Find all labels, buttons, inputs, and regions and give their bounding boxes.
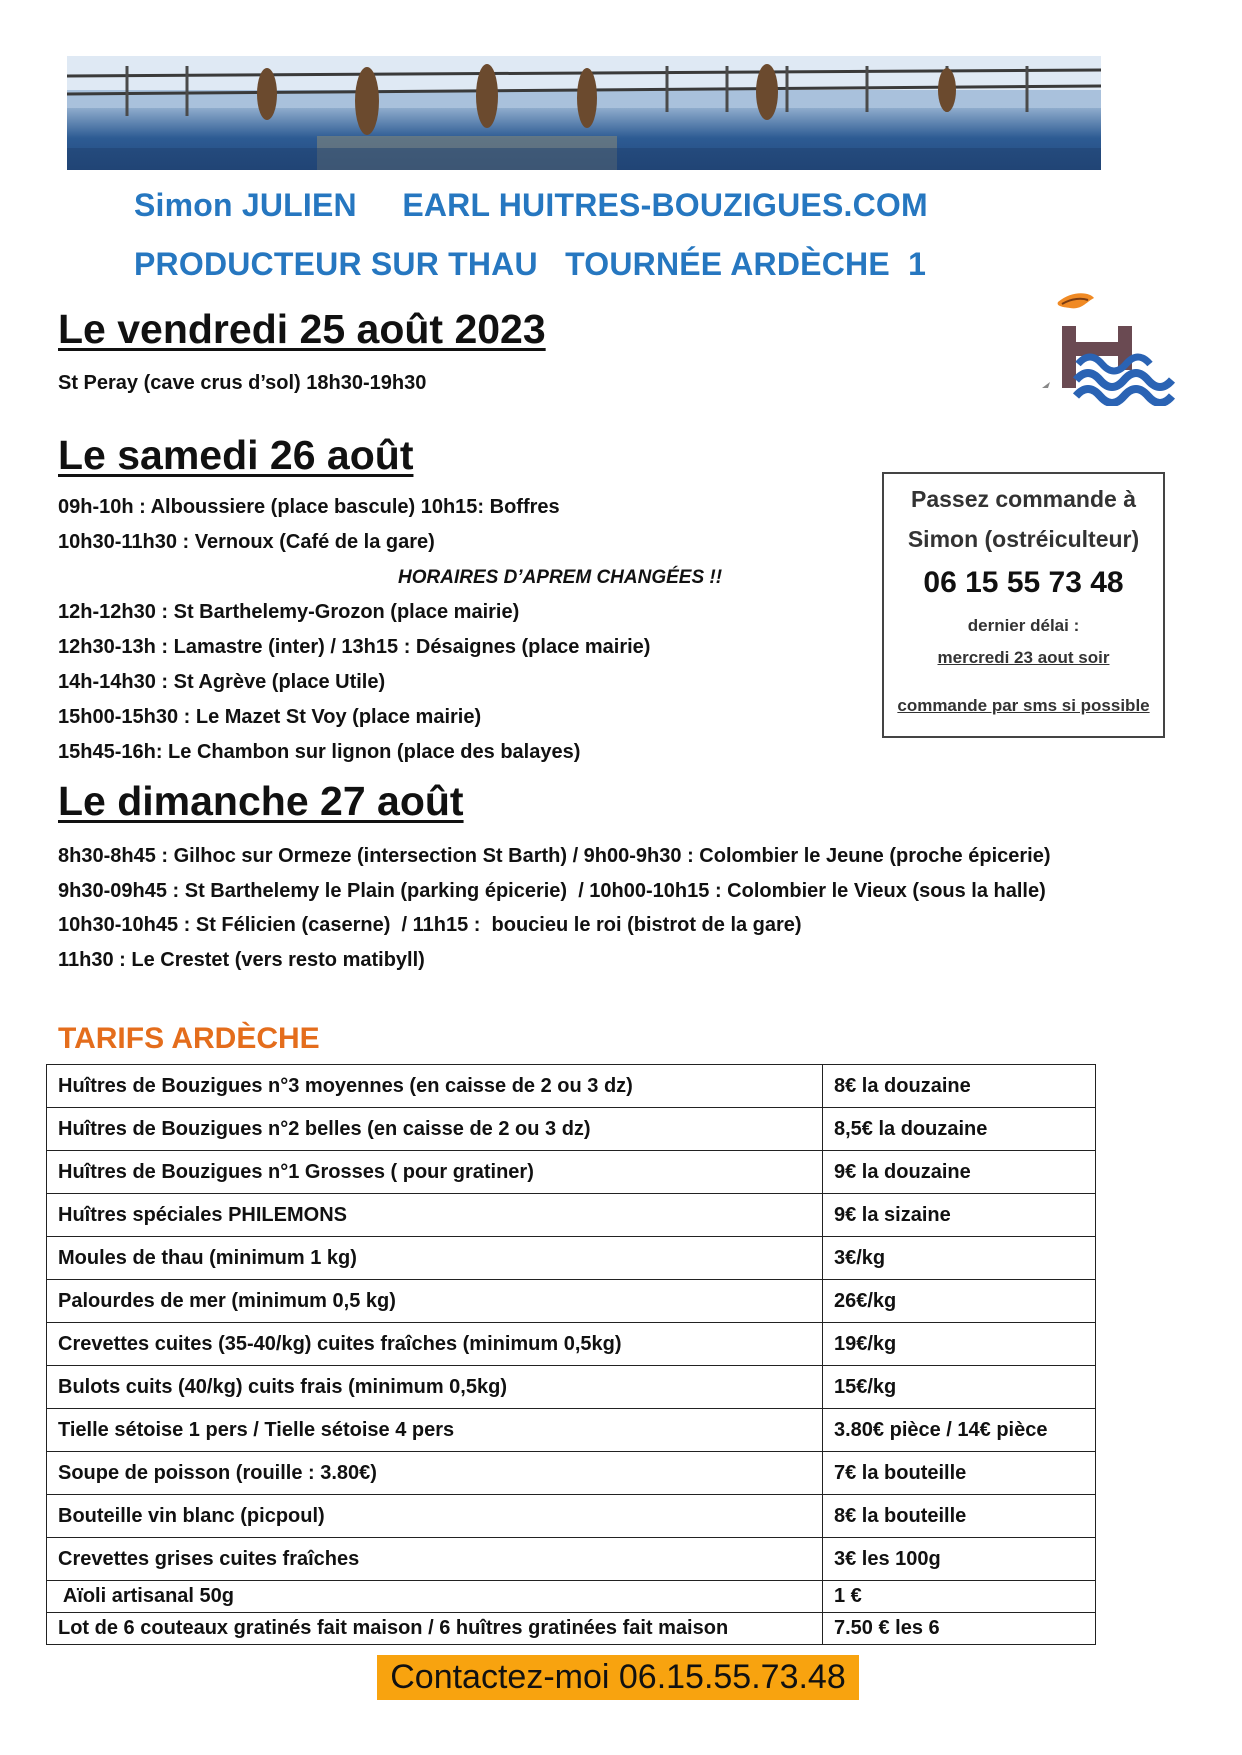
header-subtitle: PRODUCTEUR SUR THAU TOURNÉE ARDÈCHE 1 [134, 246, 927, 282]
price-cell: 19€/kg [823, 1323, 1096, 1366]
item-cell: Crevettes cuites (35-40/kg) cuites fraîches (minimum 0,5kg) [47, 1323, 823, 1366]
price-cell: 8€ la bouteille [823, 1495, 1096, 1538]
price-cell: 3€/kg [823, 1237, 1096, 1280]
sunday-title: Le dimanche 27 août [58, 778, 464, 824]
price-cell: 1 € [823, 1581, 1096, 1613]
price-cell: 7.50 € les 6 [823, 1613, 1096, 1645]
company-logo [1038, 288, 1178, 411]
price-cell: 9€ la sizaine [823, 1194, 1096, 1237]
item-cell: Huîtres de Bouzigues n°1 Grosses ( pour gratiner) [47, 1151, 823, 1194]
table-row [47, 1581, 1096, 1613]
item-cell: Tielle sétoise 1 pers / Tielle sétoise 4 pers [47, 1409, 823, 1452]
item-cell: Lot de 6 couteaux gratinés fait maison / 6 huîtres gratinées fait maison [47, 1613, 823, 1645]
table-row [47, 1613, 1096, 1645]
item-cell: Huîtres de Bouzigues n°3 moyennes (en caisse de 2 ou 3 dz) [47, 1065, 823, 1108]
saturday-stop: 09h-10h : Alboussiere (place bascule) 10h15: Boffres [58, 496, 560, 518]
order-info-box [882, 472, 1165, 738]
sunday-stop: 8h30-8h45 : Gilhoc sur Ormeze (intersection St Barth) / 9h00-9h30 : Colombier le Jeune (proche épicerie) [58, 845, 1051, 867]
order-line-2: Simon (ostréiculteur) [907, 526, 1140, 552]
table-row [47, 1409, 1096, 1452]
table-row [47, 1538, 1096, 1581]
saturday-title: Le samedi 26 août [58, 432, 414, 478]
price-cell: 9€ la douzaine [823, 1151, 1096, 1194]
table-row [47, 1280, 1096, 1323]
saturday-stop: 10h30-11h30 : Vernoux (Café de la gare) [58, 531, 435, 553]
table-row [47, 1065, 1096, 1108]
table-row [47, 1366, 1096, 1409]
friday-title: Le vendredi 25 août 2023 [58, 306, 546, 352]
sunday-stop: 10h30-10h45 : St Félicien (caserne) / 11h15 : boucieu le roi (bistrot de la gare) [58, 914, 802, 936]
saturday-stop: 12h-12h30 : St Barthelemy-Grozon (place mairie) [58, 601, 520, 623]
friday-stop: St Peray (cave crus d’sol) 18h30-19h30 [58, 372, 427, 394]
deadline-label: dernier délai : [967, 616, 1080, 635]
saturday-stop: 14h-14h30 : St Agrève (place Utile) [58, 671, 386, 693]
item-cell: Palourdes de mer (minimum 0,5 kg) [47, 1280, 823, 1323]
table-row [47, 1151, 1096, 1194]
order-phone: 06 15 55 73 48 [923, 566, 1124, 599]
item-cell: Crevettes grises cuites fraîches [47, 1538, 823, 1581]
saturday-stop: 15h45-16h: Le Chambon sur lignon (place des balayes) [58, 741, 581, 763]
deadline-date: mercredi 23 aout soir [937, 648, 1110, 667]
item-cell: Bouteille vin blanc (picpoul) [47, 1495, 823, 1538]
saturday-afternoon-note: HORAIRES D’APREM CHANGÉES !! [398, 567, 723, 588]
sunday-stop: 11h30 : Le Crestet (vers resto matibyll) [58, 949, 425, 971]
item-cell: Soupe de poisson (rouille : 3.80€) [47, 1452, 823, 1495]
sunday-stop: 9h30-09h45 : St Barthelemy le Plain (parking épicerie) / 10h00-10h15 : Colombier le Vieux (sous la halle) [58, 880, 1046, 902]
header-title: Simon JULIEN EARL HUITRES-BOUZIGUES.COM [134, 187, 928, 223]
price-cell: 3.80€ pièce / 14€ pièce [823, 1409, 1096, 1452]
saturday-stop: 12h30-13h : Lamastre (inter) / 13h15 : Désaignes (place mairie) [58, 636, 651, 658]
item-cell: Aïoli artisanal 50g [47, 1581, 823, 1613]
price-cell: 8€ la douzaine [823, 1065, 1096, 1108]
item-cell: Bulots cuits (40/kg) cuits frais (minimum 0,5kg) [47, 1366, 823, 1409]
table-row [47, 1495, 1096, 1538]
price-table [46, 1064, 1096, 1645]
price-cell: 8,5€ la douzaine [823, 1108, 1096, 1151]
item-cell: Huîtres spéciales PHILEMONS [47, 1194, 823, 1237]
price-cell: 26€/kg [823, 1280, 1096, 1323]
table-row [47, 1323, 1096, 1366]
item-cell: Huîtres de Bouzigues n°2 belles (en caisse de 2 ou 3 dz) [47, 1108, 823, 1151]
table-row [47, 1237, 1096, 1280]
contact-banner: Contactez-moi 06.15.55.73.48 [377, 1655, 859, 1700]
price-cell: 3€ les 100g [823, 1538, 1096, 1581]
price-cell: 7€ la bouteille [823, 1452, 1096, 1495]
table-row [47, 1194, 1096, 1237]
saturday-stop: 15h00-15h30 : Le Mazet St Voy (place mairie) [58, 706, 482, 728]
sms-note: commande par sms si possible [897, 696, 1150, 715]
oyster-farm-banner-photo [67, 56, 1101, 170]
price-cell: 15€/kg [823, 1366, 1096, 1409]
table-row [47, 1452, 1096, 1495]
order-line-1: Passez commande à [910, 486, 1136, 512]
tarifs-title: TARIFS ARDÈCHE [58, 1022, 320, 1055]
item-cell: Moules de thau (minimum 1 kg) [47, 1237, 823, 1280]
table-row [47, 1108, 1096, 1151]
